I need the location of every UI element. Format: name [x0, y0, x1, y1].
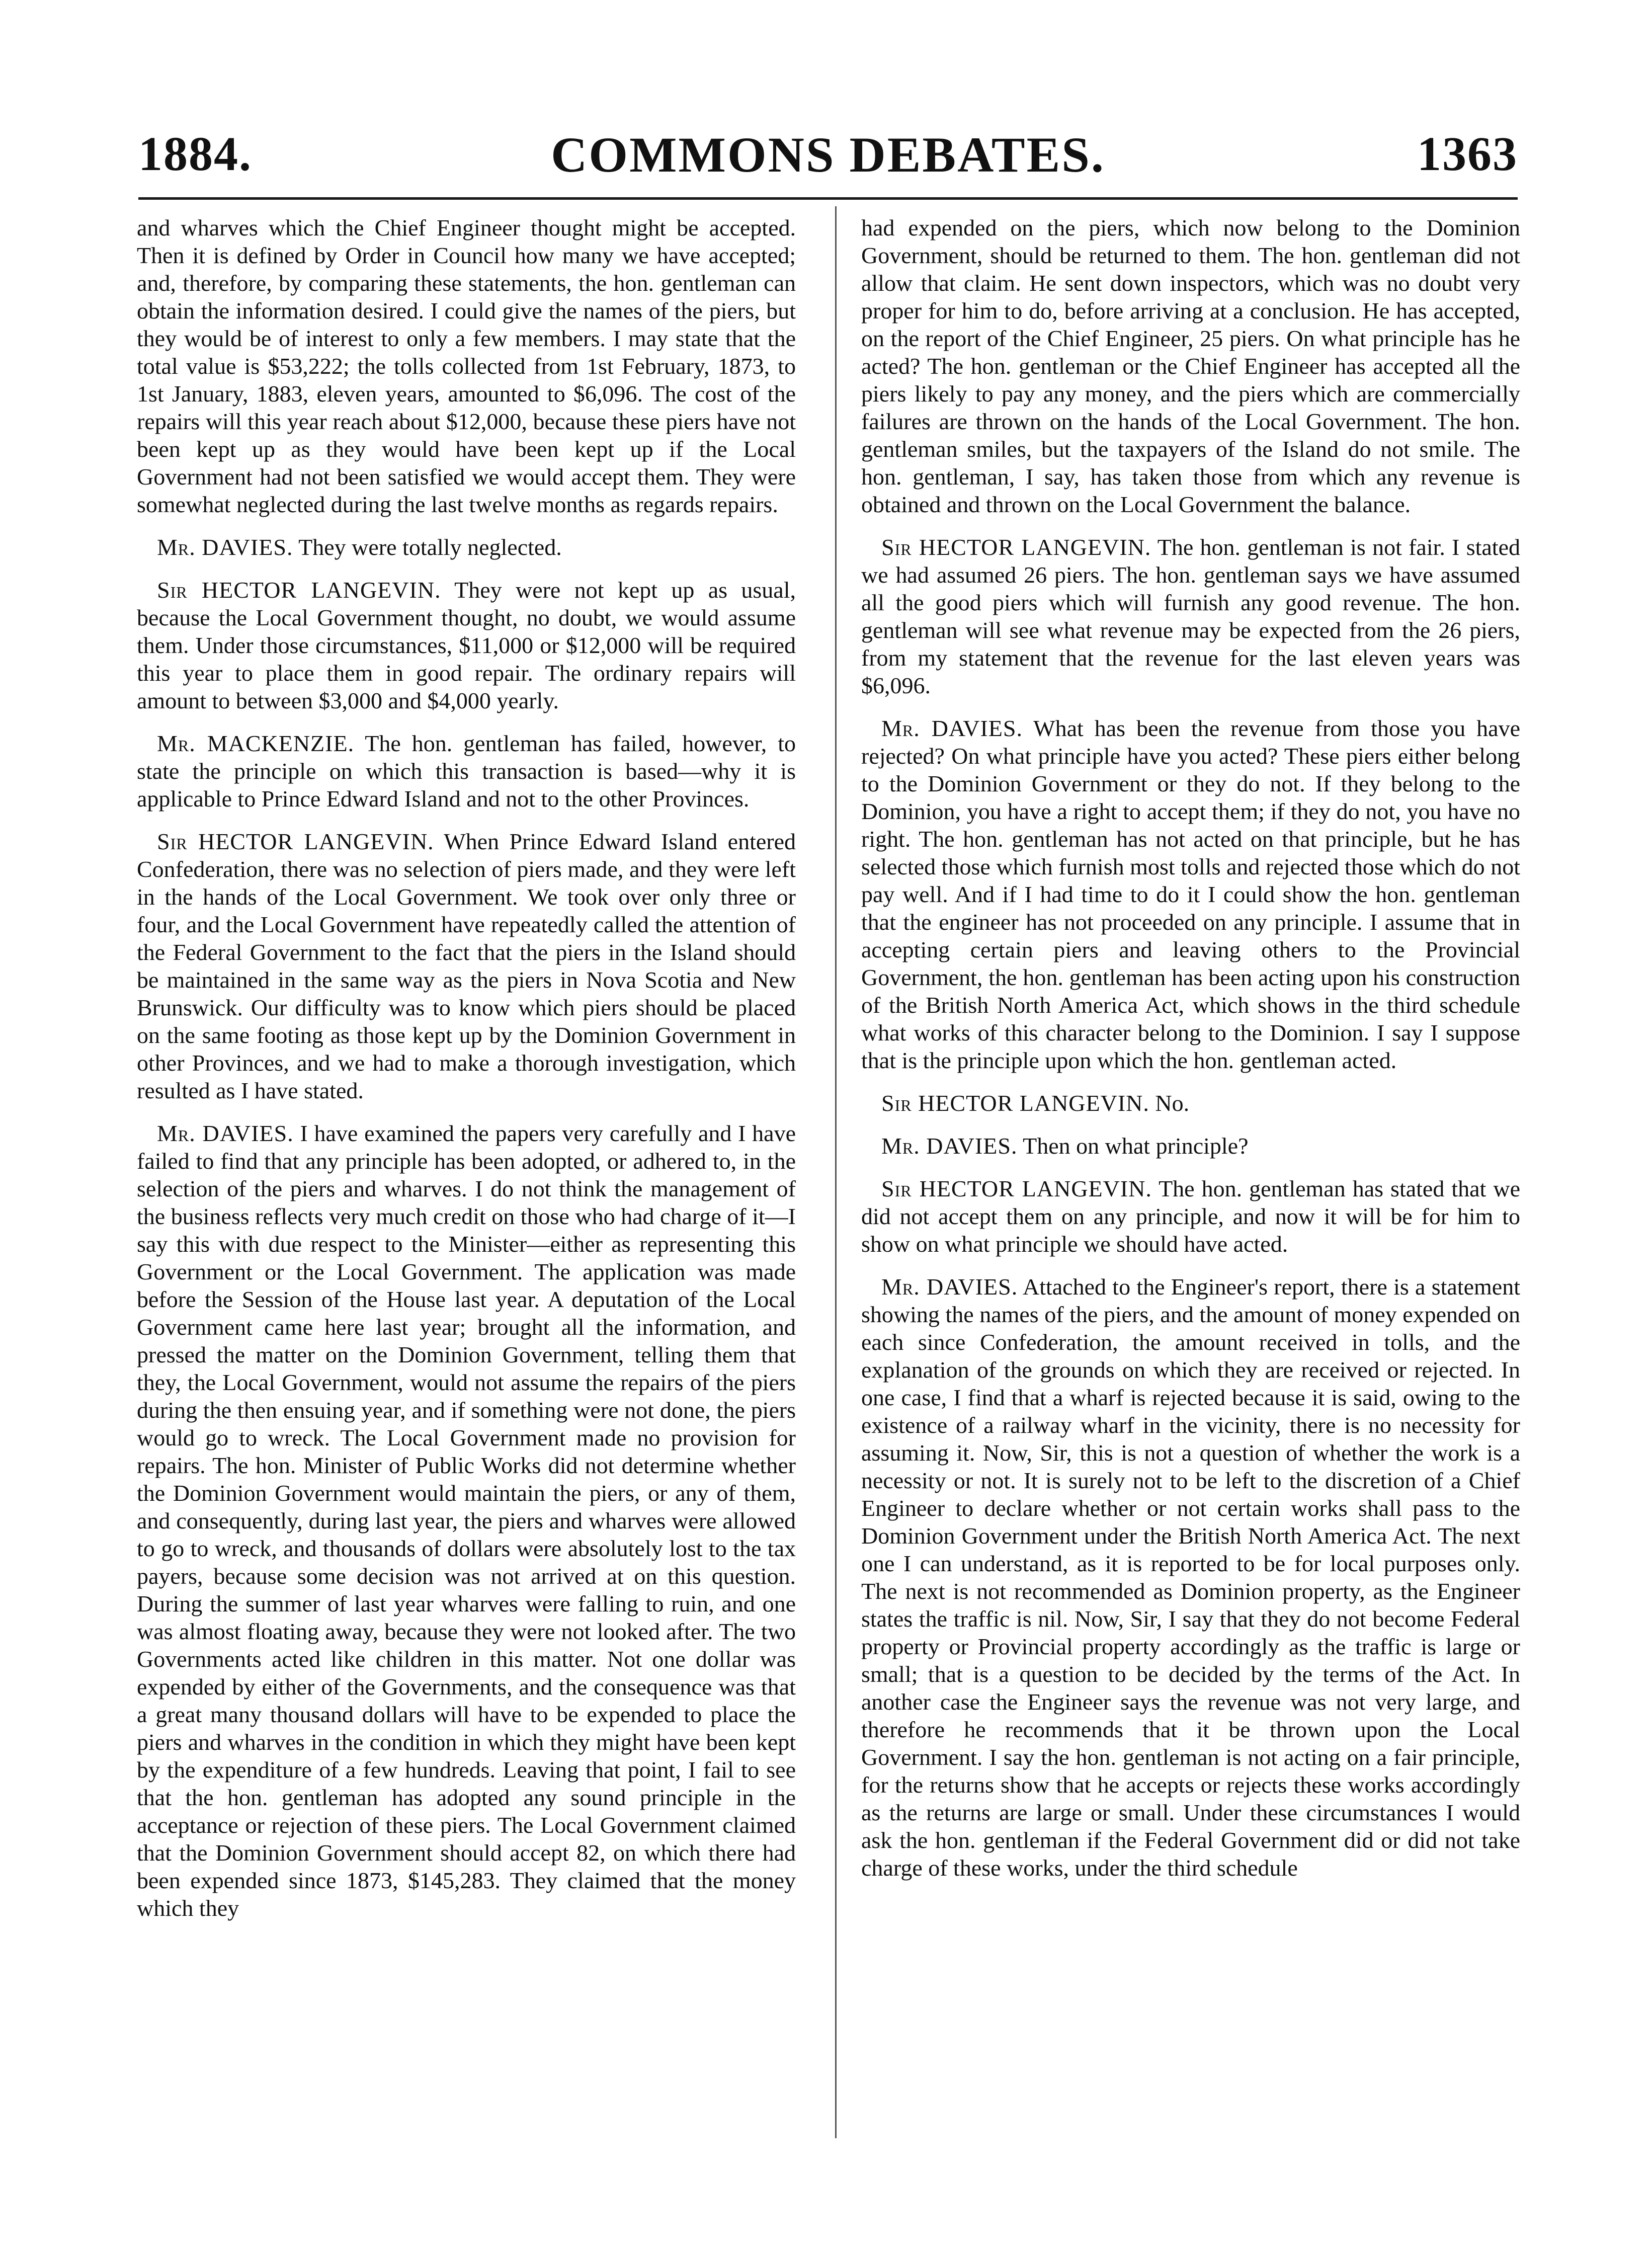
paragraph-text: Attached to the Engineer's report, there is a statement showing the names of the piers, and the amount of money expended on each since Confederation, the amount received in tolls, and the explanation of the grounds on which they are received or rejected. In one case, I find that a wharf is rejected because it is said, owing to the existence of a railway wharf in the vicinity, there is no necessity for assuming it. Now, Sir, this is not a question of whether the work is a necessity or not. It is surely not to be left to the discretion of a Chief Engineer to declare whether or not certain works shall pass to the Dominion Government under the British North America Act. The next one I can understand, as it is reported to be for local purposes only. The next is not recommended as Dominion property, as the Engineer states the traffic is nil. Now, Sir, I say that they do not become Federal property or Provincial property accordingly as the traffic is large or small; that is a question to be decided by the terms of the Act. In another case the Engineer says the revenue was not very large, and therefore he recommends that it be thrown upon the Local Government. I say the hon. gentleman is not acting on a fair principle, for the returns show that he accepts or rejects these works accordingly as the returns are large or small. Under these circumstances I would ask the hon. gentleman if the Federal Government did or did not take charge of these works, under the third schedule: [861, 1274, 1520, 1881]
paragraph-text: They were totally neglected.: [298, 534, 562, 560]
paragraph-text: The hon. gentleman has failed, however, to state the principle on which this transaction is based—why it is applicable to Prince Edward Island and not to the other Provinces.: [137, 731, 796, 812]
header-title: COMMONS DEBATES.: [551, 127, 1105, 183]
paragraph: [861, 1175, 1520, 1258]
paragraph-text: No.: [1155, 1090, 1190, 1116]
speaker-name: Sir HECTOR LANGEVIN.: [881, 534, 1151, 560]
paragraph-text: and wharves which the Chief Engineer thought might be accepted. Then it is defined by Order in Council how many we have accepted; and, therefore, by comparing these statements, the hon. gentleman can obtain the information desired. I could give the names of the piers, but they would be of interest to only a few members. I may state that the total value is $53,222; the tolls collected from 1st February, 1873, to 1st January, 1883, eleven years, amounted to $6,096. The cost of the repairs will this year reach about $12,000, because these piers have not been kept up as they would have been kept up if the Local Government had not been satisfied we would accept them. They were somewhat neglected during the last twelve months as regards repairs.: [137, 215, 796, 517]
paragraph: [137, 576, 796, 714]
paragraph-text: The hon. gentleman is not fair. I stated we had assumed 26 piers. The hon. gentleman says we have assumed all the good piers which will furnish any good revenue. The hon. gentleman will see what revenue may be expected from the 26 piers, from my statement that the revenue for the last eleven years was $6,096.: [861, 534, 1520, 698]
paragraph-text: They were not kept up as usual, because the Local Government thought, no doubt, we would assume them. Under those circumstances, $11,000 or $12,000 will be required this year to place them in good repair. The ordinary repairs will amount to between $3,000 and $4,000 yearly.: [137, 577, 796, 713]
paragraph-text: The hon. gentleman has stated that we did not accept them on any principle, and now it will be for him to show on what principle we should have acted.: [861, 1176, 1520, 1257]
right-column: [861, 214, 1520, 2136]
paragraph: [861, 1132, 1520, 1160]
paragraph: [137, 828, 796, 1104]
paragraph: [861, 533, 1520, 699]
header-year: 1884.: [138, 127, 252, 181]
speaker-name: Mr. DAVIES.: [881, 1133, 1018, 1159]
speaker-name: Sir HECTOR LANGEVIN.: [157, 577, 441, 603]
paragraph-text: I have examined the papers very carefully and I have failed to find that any principle has been adopted, or adhered to, in the selection of the piers and wharves. I do not think the management of the business reflects very much credit on those who had charge of it—I say this with due respect to the Minister—either as representing this Government or the Local Government. The application was made before the Session of the House last year. A deputation of the Local Government came here last year; brought all the information, and pressed the matter on the Dominion Government, telling them that they, the Local Government, would not assume the repairs of the piers during the then ensuing year, and if something were not done, the piers would go to wreck. The Local Government made no provision for repairs. The hon. Minister of Public Works did not determine whether the Dominion Government would maintain the piers, or any of them, and consequently, during last year, the piers and wharves were allowed to go to wreck, and thousands of dollars were absolutely lost to the tax payers, because some decision was not arrived at on this question. During the summer of last year wharves were falling to ruin, and one was almost floating away, because they were not looked after. The two Governments acted like children in this matter. Not one dollar was expended by either of the Governments, and the consequence was that a great many thousand dollars will have to be expended to place the piers and wharves in the condition in which they might have been kept by the expenditure of a few hundreds. Leaving that point, I fail to see that the hon. gentleman has adopted any sound principle in the acceptance or rejection of these piers. The Local Government claimed that the Dominion Government should accept 82, on which there had been expended since 1873, $145,283. They claimed that the money which they: [137, 1120, 796, 1921]
paragraph-text: had expended on the piers, which now belong to the Dominion Government, should be returned to them. The hon. gentleman did not allow that claim. He sent down inspectors, which was no doubt very proper for him to do, before arriving at a conclusion. He has accepted, on the report of the Chief Engineer, 25 piers. On what principle has he acted? The hon. gentleman or the Chief Engineer has accepted all the piers likely to pay any money, and the piers which are commercially failures are thrown on the hands of the Local Government. The hon. gentleman smiles, but the taxpayers of the Island do not smile. The hon. gentleman, I say, has taken those from which any revenue is obtained and thrown on the Local Government the balance.: [861, 215, 1520, 517]
paragraph-text: Then on what principle?: [1023, 1133, 1249, 1159]
paragraph: [861, 214, 1520, 518]
header-page-number: 1363: [1417, 127, 1518, 181]
paragraph: [861, 1273, 1520, 1882]
paragraph: [137, 1119, 796, 1922]
paragraph-text: When Prince Edward Island entered Confederation, there was no selection of piers made, and they were left in the hands of the Local Government. We took over only three or four, and the Local Government have repeatedly called the attention of the Federal Government to the fact that the piers in the Island should be maintained in the same way as the piers in Nova Scotia and New Brunswick. Our difficulty was to know which piers should be placed on the same footing as those kept up by the Dominion Government in other Provinces, and we had to make a thorough investigation, which resulted as I have stated.: [137, 829, 796, 1103]
page-header: [138, 126, 1518, 186]
speaker-name: Sir HECTOR LANGEVIN.: [157, 829, 434, 854]
speaker-name: Mr. MACKENZIE.: [157, 731, 355, 756]
speaker-name: Mr. DAVIES.: [881, 1274, 1018, 1300]
paragraph: [137, 214, 796, 518]
paragraph-text: What has been the revenue from those you have rejected? On what principle have you acted? These piers either belong to the Dominion Government or they do not. If they belong to the Dominion, you have a right to accept them; if they do not, you have no right. The hon. gentleman has not acted on that principle, but he has selected those which furnish most tolls and rejected those which do not pay well. And if I had time to do it I could show the hon. gentleman that the engineer has not proceeded on any principle. I assume that in accepting certain piers and leaving others to the Provincial Government, the hon. gentleman has been acting upon his construction of the British North America Act, which shows in the third schedule what works of this character belong to the Dominion. I say I suppose that is the principle upon which the hon. gentleman acted.: [861, 715, 1520, 1073]
speaker-name: Mr. DAVIES.: [881, 715, 1023, 741]
speaker-name: Sir HECTOR LANGEVIN.: [881, 1176, 1152, 1201]
paragraph: [137, 730, 796, 813]
paragraph: [861, 714, 1520, 1074]
speaker-name: Mr. DAVIES.: [157, 534, 293, 560]
speaker-name: Mr. DAVIES.: [157, 1120, 294, 1146]
left-column: [137, 214, 796, 2136]
column-divider: [835, 206, 837, 2138]
paragraph: [861, 1089, 1520, 1117]
speaker-name: Sir HECTOR LANGEVIN.: [881, 1090, 1149, 1116]
header-rule: [138, 197, 1518, 200]
paragraph: [137, 533, 796, 561]
